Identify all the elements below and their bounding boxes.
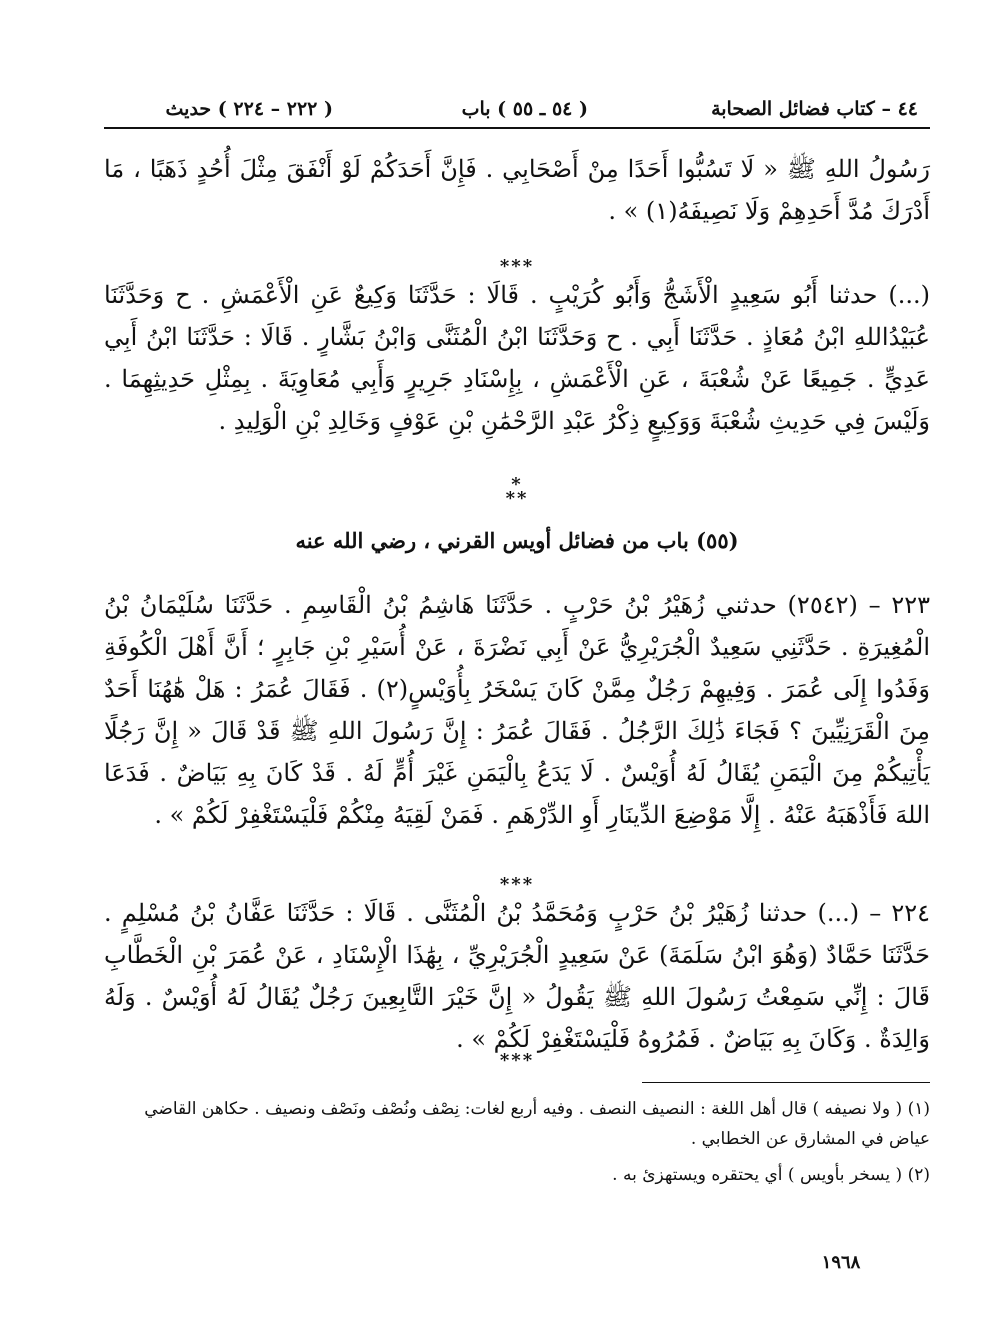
header-rule (104, 127, 930, 129)
hadith-224-text: ٢٢٤ – (...) حدثنا زُهَيْرُ بْنُ حَرْبٍ وَمُحَمَّدُ بْنُ الْمُثَنَّى . قَالَا : حَدَّثَنَا عَفَّانُ بْنُ مُسْلِمٍ . حَدَّثَنَا حَمَّادٌ (وَهُوَ ابْنُ سَلَمَةَ) عَنْ سَعِيدٍ الْجُرَيْرِيِّ ، بِهَٰذَا الْإِسْنَادِ ، عَنْ عُمَرَ بْنِ الْخَطَّابِ قَالَ : إِنِّي سَمِعْتُ رَسُولَ اللهِ ﷺ يَقُولُ « إِنَّ خَيْرَ التَّابِعِينَ رَجُلٌ يُقَالُ لَهُ أُوَيْسٌ . وَلَهُ وَالِدَةٌ . وَكَانَ بِهِ بَيَاضٌ . فَمُرُوهُ فَلْيَسْتَغْفِرْ لَكُمْ » . (104, 899, 930, 1053)
header-hadith-range: ( ٢٢٢ – ٢٢٤ ) حديث (165, 98, 333, 120)
section-separator: *** (499, 256, 535, 277)
hadith-chain-text: (...) حدثنا أَبُو سَعِيدٍ الْأَشَجُّ وَأَبُو كُرَيْبٍ . قَالَا : حَدَّثَنَا وَكِيعٌ عَنِ الْأَعْمَشِ . ح وَحَدَّثَنَا عُبَيْدُاللهِ ابْنُ مُعَاذٍ . حَدَّثَنَا أَبِي . ح وَحَدَّثَنَا ابْنُ الْمُثَنَّى وَابْنُ بَشَّارٍ . قَالَا : حَدَّثَنَا ابْنُ أَبِي عَدِيٍّ . جَمِيعًا عَنْ شُعْبَةَ ، عَنِ الْأَعْمَشِ ، بِإِسْنَادِ جَرِيرٍ وَأَبِي مُعَاوِيَةَ . بِمِثْلِ حَدِيثِهِمَا . وَلَيْسَ فِي حَدِيثِ شُعْبَةَ وَوَكِيعٍ ذِكْرُ عَبْدِ الرَّحْمَٰنِ بْنِ عَوْفٍ وَخَالِدِ بْنِ الْوَلِيدِ . (104, 281, 930, 435)
hadith-continuation-text: رَسُولُ اللهِ ﷺ « لَا تَسُبُّوا أَحَدًا مِنْ أَصْحَابِي . فَإِنَّ أَحَدَكُمْ لَوْ أَنْفَقَ مِثْلَ أُحُدٍ ذَهَبًا ، مَا أَدْرَكَ مُدَّ أَحَدِهِمْ وَلَا نَصِيفَهُ(١) » . (104, 155, 930, 225)
page-number: ١٩٦٨ (821, 1252, 861, 1273)
running-header (128, 92, 918, 126)
section-separator: *** (499, 1050, 535, 1071)
hadith-223-text: ٢٢٣ – (٢٥٤٢) حدثني زُهَيْرُ بْنُ حَرْبٍ . حَدَّثَنَا هَاشِمُ بْنُ الْقَاسِمِ . حَدَّثَنَا سُلَيْمَانُ بْنُ الْمُغِيرَةِ . حَدَّثَنِي سَعِيدٌ الْجُرَيْرِيُّ عَنْ أَبِي نَضْرَةَ ، عَنْ أُسَيْرِ بْنِ جَابِرٍ ؛ أَنَّ أَهْلَ الْكُوفَةِ وَفَدُوا إِلَى عُمَرَ . وَفِيهِمْ رَجُلٌ مِمَّنْ كَانَ يَسْخَرُ بِأُوَيْسٍ(٢) . فَقَالَ عُمَرُ : هَلْ هَٰهُنَا أَحَدٌ مِنَ الْقَرَنِيِّينَ ؟ فَجَاءَ ذَٰلِكَ الرَّجُلُ . فَقَالَ عُمَرُ : إِنَّ رَسُولَ اللهِ ﷺ قَدْ قَالَ « إِنَّ رَجُلًا يَأْتِيكُمْ مِنَ الْيَمَنِ يُقَالُ لَهُ أُوَيْسٌ . لَا يَدَعُ بِالْيَمَنِ غَيْرَ أُمٍّ لَهُ . قَدْ كَانَ بِهِ بَيَاضٌ . فَدَعَا اللهَ فَأَذْهَبَهُ عَنْهُ . إِلَّا مَوْضِعَ الدِّينَارِ أَوِ الدِّرْهَمِ . فَمَنْ لَقِيَهُ مِنْكُمْ فَلْيَسْتَغْفِرْ لَكُمْ » . (104, 591, 931, 829)
footnote-rule (642, 1082, 930, 1083)
footnote-2: (٢) ( يسخر بأويس ) أي يحتقره ويستهزئ به . (612, 1165, 930, 1185)
header-bab-range: ( ٥٤ ـ ٥٥ ) باب (461, 98, 588, 120)
footnote-1: (١) ( ولا نصيفه ) قال أهل اللغة : النصيف النصف . وفيه أربع لغات: نِصْف ونُصْف ونَصْف ونصيف . حكاهن القاضي عياض في المشارق عن الخطابي . (144, 1099, 930, 1149)
chapter-separator: * ** (505, 474, 529, 509)
section-separator: *** (499, 874, 535, 895)
chapter-title: (٥٥) باب من فضائل أويس القرني ، رضي الله عنه (295, 528, 739, 553)
header-book-title: ٤٤ – كتاب فضائل الصحابة (711, 98, 918, 120)
